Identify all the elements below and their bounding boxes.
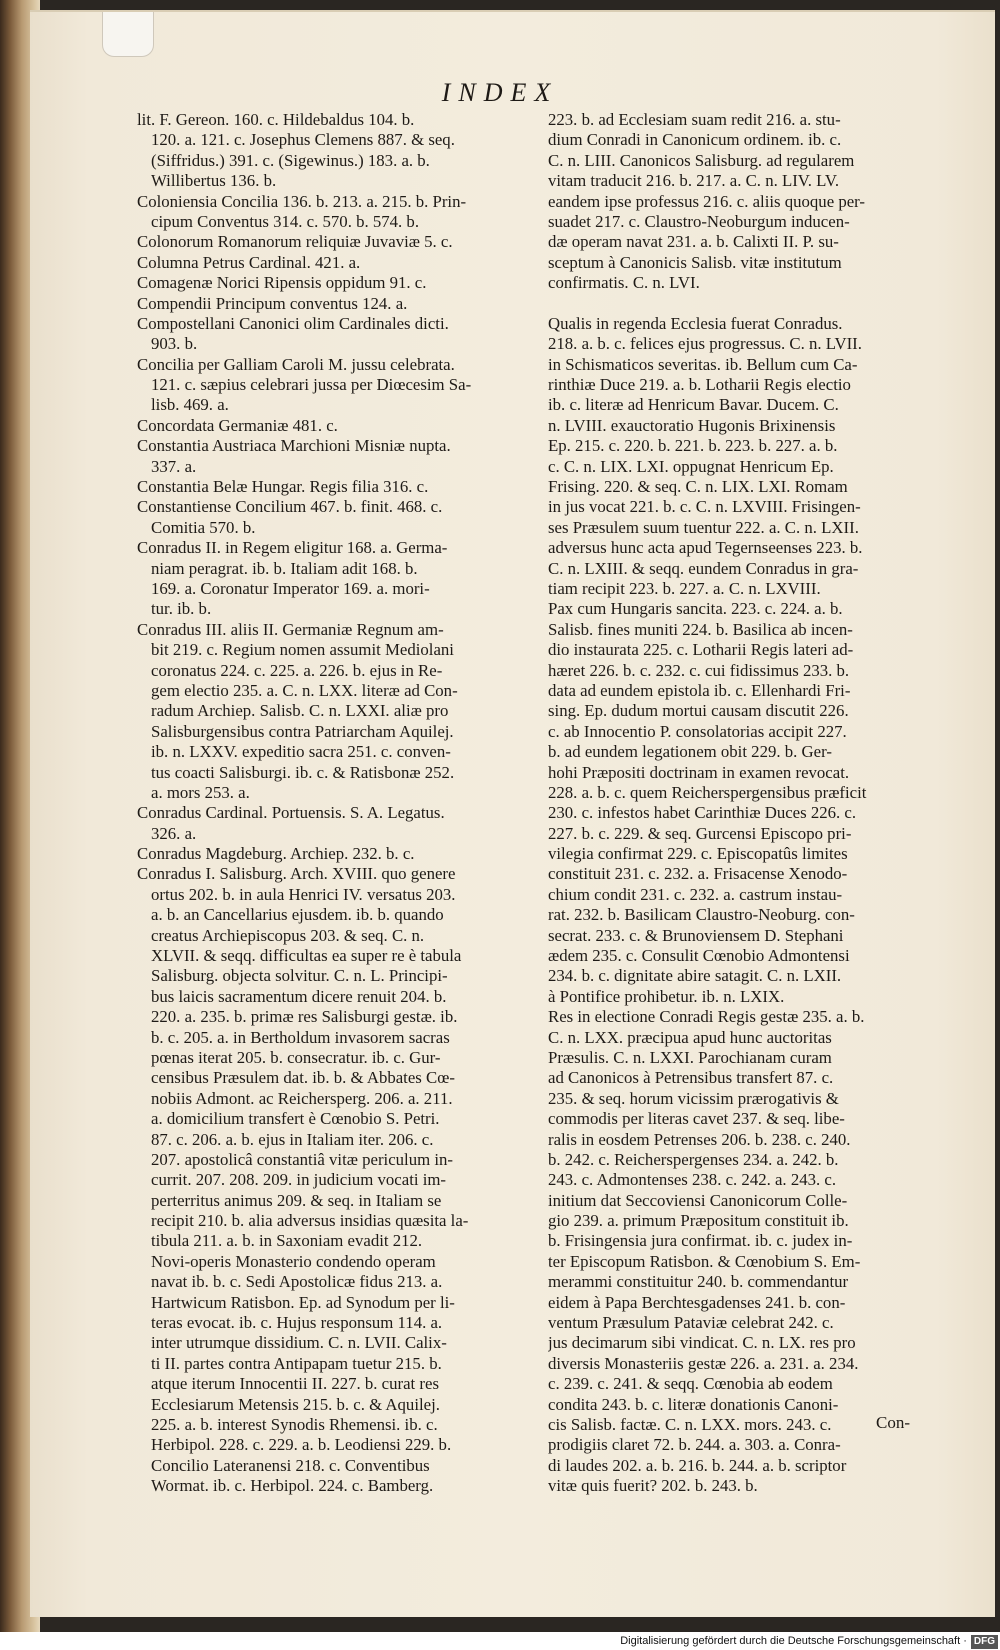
index-line: 223. b. ad Ecclesiam suam redit 216. a. stu- [548,110,841,129]
index-line: prodigiis claret 72. b. 244. a. 303. a. Conra- [548,1435,841,1455]
index-line: lit. F. Gereon. 160. c. Hildebaldus 104. b. [137,110,415,129]
index-line: niam peragrat. ib. b. Italiam adit 168. b. [151,558,418,578]
index-line: Comitia 570. b. [151,517,256,537]
index-line: Columna Petrus Cardinal. 421. a. [137,252,361,272]
index-line: 235. & seq. horum vicissim prærogativis & [548,1088,839,1108]
index-line: hæret 226. b. c. 232. c. cui fidissimus 233. b. [548,660,850,680]
index-line: 121. c. sæpius celebrari jussa per Diœcesim Sa- [151,375,472,395]
index-line: radum Archiep. Salisb. C. n. LXXI. aliæ pro [151,701,449,721]
index-line: Constantia Belæ Hungar. Regis filia 316. c. [137,477,429,497]
index-line: creatus Archiepiscopus 203. & seq. C. n. [151,925,425,945]
index-line: di laudes 202. a. b. 216. b. 244. a. b. scriptor [548,1455,847,1475]
index-line: Coloniensia Concilia 136. b. 213. a. 215. b. Prin- [137,191,467,211]
index-line: teras evocat. ib. c. Hujus responsum 114. a. [151,1313,443,1333]
index-line: 87. c. 206. a. b. ejus in Italiam iter. 206. c. [151,1129,434,1149]
index-line: 228. a. b. c. quem Reicherspergensibus præficit [548,782,867,802]
index-line: Salisburg. objecta solvitur. C. n. L. Principi- [151,966,448,986]
index-line: Conradus I. Salisburg. Arch. XVIII. quo genere [137,864,456,884]
index-line: Ecclesiarum Metensis 215. b. c. & Aquilej. [151,1394,440,1414]
index-line: secrat. 233. c. & Brunoviensem D. Stephani [548,925,844,945]
index-line: tiam recipit 223. b. 227. a. C. n. LXVIII. [548,578,821,598]
index-line: initium dat Seccoviensi Canonicorum Colle- [548,1190,848,1210]
dfg-logo: DFG [971,1635,998,1649]
index-line: à Pontifice prohibetur. ib. n. LXIX. [548,986,785,1006]
index-line: vitæ quis fuerit? 202. b. 243. b. [548,1476,758,1496]
index-line: condita 243. b. c. literæ donationis Canoni- [548,1394,839,1414]
index-line: lisb. 469. a. [151,395,229,415]
index-line: ædem 235. c. Consulit Cœnobio Admontensi [548,946,850,966]
index-line: sceptum à Canonicis Salisb. vitæ institutum [548,252,842,272]
index-column-right [548,110,910,1497]
index-line: Pax cum Hungaris sancita. 223. c. 224. a. b. [548,599,843,619]
index-line: Hartwicum Ratisbon. Ep. ad Synodum per li- [151,1292,455,1312]
index-line: perterritus animus 209. & seq. in Italiam se [151,1190,442,1210]
index-line: chium condit 231. c. 232. a. castrum instau- [548,884,843,904]
index-line: b. 242. c. Reicherspergenses 234. a. 242. b. [548,1149,839,1169]
index-line: Res in electione Conradi Regis gestæ 235. a. b. [548,1007,865,1027]
entry-spacer [548,294,910,314]
index-line: jus decimarum sibi vindicat. C. n. LX. res pro [548,1333,856,1353]
index-line: bit 219. c. Regium nomen assumit Mediolani [151,640,454,660]
index-line: ventum Præsulum Pataviæ celebrat 242. c. [548,1313,834,1333]
footer-credit: Digitalisierung gefördert durch die Deutsche Forschungsgemeinschaft · [620,1635,967,1647]
index-line: Willibertus 136. b. [151,171,277,191]
index-line: Conradus III. aliis II. Germaniæ Regnum am- [137,619,444,639]
index-line: C. n. LIII. Canonicos Salisburg. ad regularem [548,150,855,170]
index-line: 225. a. b. interest Synodis Rhemensi. ib. c. [151,1415,438,1434]
index-line: Frising. 220. & seq. C. n. LIX. LXI. Romam [548,477,848,497]
index-line: ad Canonicos à Petrensibus transfert 87. c. [548,1068,834,1088]
index-line: in jus vocat 221. b. c. C. n. LXVIII. Frisingen- [548,497,861,517]
index-line: c. 239. c. 241. & seqq. Cœnobia ab eodem [548,1374,833,1394]
index-line: pœnas iterat 205. b. consecratur. ib. c. Gur- [151,1047,441,1067]
index-line: tus coacti Salisburgi. ib. c. & Ratisbonæ 252. [151,762,455,782]
index-line: tur. ib. b. [151,599,212,619]
index-line: gio 239. a. primum Præpositum constituit ib. [548,1211,849,1231]
index-line: Concilia per Galliam Caroli M. jussu celebrata. [137,354,455,374]
index-line: commodis per literas cavet 237. & seq. libe- [548,1109,845,1129]
index-line: 326. a. [151,823,197,843]
index-line: (Siffridus.) 391. c. (Sigewinus.) 183. a. b. [151,150,430,170]
index-line: dæ operam navat 231. a. b. Calixti II. P. su- [548,232,839,252]
index-line: 230. c. infestos habet Carinthiæ Duces 226. c. [548,803,857,823]
index-line: cipum Conventus 314. c. 570. b. 574. b. [151,211,420,231]
index-line: b. Frisingensia jura confirmat. ib. c. judex in- [548,1231,853,1251]
index-line: dio instaurata 225. c. Lotharii Regis lateri ad- [548,640,854,660]
index-line: Conradus II. in Regem eligitur 168. a. Germa- [137,538,448,558]
index-line: gem electio 235. a. C. n. LXX. literæ ad Con- [151,680,458,700]
index-line: c. C. n. LIX. LXI. oppugnat Henricum Ep. [548,456,834,476]
index-line: a. b. an Cancellarius ejusdem. ib. b. quando [151,905,444,925]
index-line: Salisb. fines muniti 224. b. Basilica ab incen- [548,619,853,639]
index-line: merammi constituitur 240. b. commendantur [548,1272,849,1292]
index-line: recipit 210. b. alia adversus insidias quæsita la- [151,1211,469,1231]
index-line: Wormat. ib. c. Herbipol. 224. c. Bamberg. [151,1476,434,1496]
index-line: adversus hunc acta apud Tegernseenses 223. b. [548,538,863,558]
index-line: rinthiæ Duce 219. a. b. Lotharii Regis electio [548,375,851,395]
footer-bar [0,1632,1000,1650]
index-line: 169. a. Coronatur Imperator 169. a. mori- [151,578,430,598]
index-line: Ep. 215. c. 220. b. 221. b. 223. b. 227. a. b. [548,436,838,456]
index-line: Concordata Germaniæ 481. c. [137,415,338,435]
index-line: a. domicilium transfert è Cœnobio S. Petri. [151,1109,440,1129]
index-line: Colonorum Romanorum reliquiæ Juvaviæ 5. c. [137,232,453,252]
index-line: ortus 202. b. in aula Henrici IV. versatus 203. [151,884,456,904]
index-line: C. n. LXX. præcipua apud hunc auctoritas [548,1027,832,1047]
index-line: sing. Ep. dudum mortui causam discutit 226. [548,701,849,721]
index-line: 903. b. [151,334,198,354]
index-column-left [137,110,510,1497]
index-line: C. n. LXIII. & seqq. eundem Conradus in gra- [548,558,859,578]
index-line: Præsulis. C. n. LXXI. Parochianam curam [548,1047,832,1067]
index-line: inter utrumque dissidium. C. n. LVII. Calix- [151,1333,447,1353]
index-line: eandem ipse professus 216. c. aliis quoque per- [548,191,866,211]
index-line: Constantia Austriaca Marchioni Misniæ nupta. [137,436,451,456]
index-line: 207. apostolicâ constantiâ vitæ periculum in- [151,1149,453,1169]
index-line: vitam traducit 216. b. 217. a. C. n. LIV. LV. [548,171,840,191]
index-line: Conradus Magdeburg. Archiep. 232. b. c. [137,844,415,864]
index-line: tibula 211. a. b. in Saxoniam evadit 212. [151,1231,423,1251]
index-line: ses Præsulem suum tuentur 222. a. C. n. LXII. [548,517,859,537]
index-line: ib. c. literæ ad Henricum Bavar. Ducem. C. [548,395,839,415]
index-line: Compendii Principum conventus 124. a. [137,293,408,313]
index-line: Qualis in regenda Ecclesia fuerat Conradus. [548,313,843,333]
index-line: cis Salisb. factæ. C. n. LXX. mors. 243. c. [548,1415,832,1434]
index-line: Novi-operis Monasterio condendo operam [151,1251,436,1271]
index-line: ralis in eosdem Petrenses 206. b. 238. c. 240. [548,1129,851,1149]
index-line: navat ib. b. c. Sedi Apostolicæ fidus 213. a. [151,1272,443,1292]
index-line: 234. b. c. dignitate abire satagit. C. n. LXII. [548,966,842,986]
index-line: a. mors 253. a. [151,782,250,802]
index-line: 227. b. c. 229. & seq. Gurcensi Episcopo pri- [548,823,852,843]
index-line: constituit 231. c. 232. a. Frisacense Xenodo- [548,864,848,884]
index-line: currit. 207. 208. 209. in judicium vocati im- [151,1170,447,1190]
index-line: Salisburgensibus contra Patriarcham Aquilej. [151,721,454,741]
index-line: 218. a. b. c. felices ejus progressus. C. n. LVII. [548,334,862,354]
index-line: 120. a. 121. c. Josephus Clemens 887. & seq. [151,130,455,150]
index-line: bus laicis sacramentum dicere renuit 204. b. [151,986,447,1006]
index-line: Concilio Lateranensi 218. c. Conventibus [151,1455,430,1475]
index-line: in Schismaticos severitas. ib. Bellum cum Ca- [548,354,858,374]
page-header: INDEX [441,78,559,107]
index-line: 243. c. Admontenses 238. c. 242. a. 243. c. [548,1170,837,1190]
index-line: coronatus 224. c. 225. a. 226. b. ejus in Re- [151,660,443,680]
catchword: Con- [876,1413,910,1432]
index-line: b. c. 205. a. in Bertholdum invasorem sacras [151,1027,450,1047]
index-line: eidem à Papa Berchtesgadenses 241. b. con- [548,1292,846,1312]
index-line: ib. n. LXXV. expeditio sacra 251. c. conven- [151,742,451,762]
index-line: b. ad eundem legationem obit 229. b. Ger- [548,742,832,762]
index-line: ter Episcopum Ratisbon. & Cœnobium S. Em- [548,1251,861,1271]
index-line: Comagenæ Norici Ripensis oppidum 91. c. [137,273,427,293]
index-line: c. ab Innocentio P. consolatorias accipit 227. [548,721,847,741]
index-line: censibus Præsulem dat. ib. b. & Abbates Cœ- [151,1068,455,1088]
index-line: vilegia confirmat 229. c. Episcopatûs limites [548,844,848,864]
index-line: dium Conradi in Canonicum ordinem. ib. c. [548,130,842,150]
index-line: atque iterum Innocentii II. 227. b. curat res [151,1374,439,1394]
index-line: XLVII. & seqq. difficultas ea super re è tabula [151,946,462,966]
index-line: confirmatis. C. n. LVI. [548,273,700,293]
index-line: n. LVIII. exauctoratio Hugonis Brixinensis [548,415,836,435]
index-line: Constantiense Concilium 467. b. finit. 468. c. [137,497,443,517]
index-line: hohi Præpositi doctrinam in examen revocat. [548,762,850,782]
index-line: 337. a. [151,456,197,476]
index-line: ti II. partes contra Antipapam tuetur 215. b. [151,1353,442,1373]
index-line: 220. a. 235. b. primæ res Salisburgi gestæ. ib. [151,1007,458,1027]
index-line: Conradus Cardinal. Portuensis. S. A. Legatus. [137,803,445,823]
index-line: suadet 217. c. Claustro-Neoburgum inducen- [548,211,850,231]
index-line: nobiis Admont. ac Reichersperg. 206. a. 211. [151,1088,453,1108]
index-line: data ad eundem epistola ib. c. Ellenhardi Fri- [548,680,851,700]
index-line: Herbipol. 228. c. 229. a. b. Leodiensi 229. b. [151,1435,452,1455]
index-line: rat. 232. b. Basilicam Claustro-Neoburg. con- [548,905,855,925]
page-tab-marker [102,12,154,57]
index-line: diversis Monasteriis gestæ 226. a. 231. a. 234. [548,1353,859,1373]
index-line: Compostellani Canonici olim Cardinales dicti. [137,313,449,333]
